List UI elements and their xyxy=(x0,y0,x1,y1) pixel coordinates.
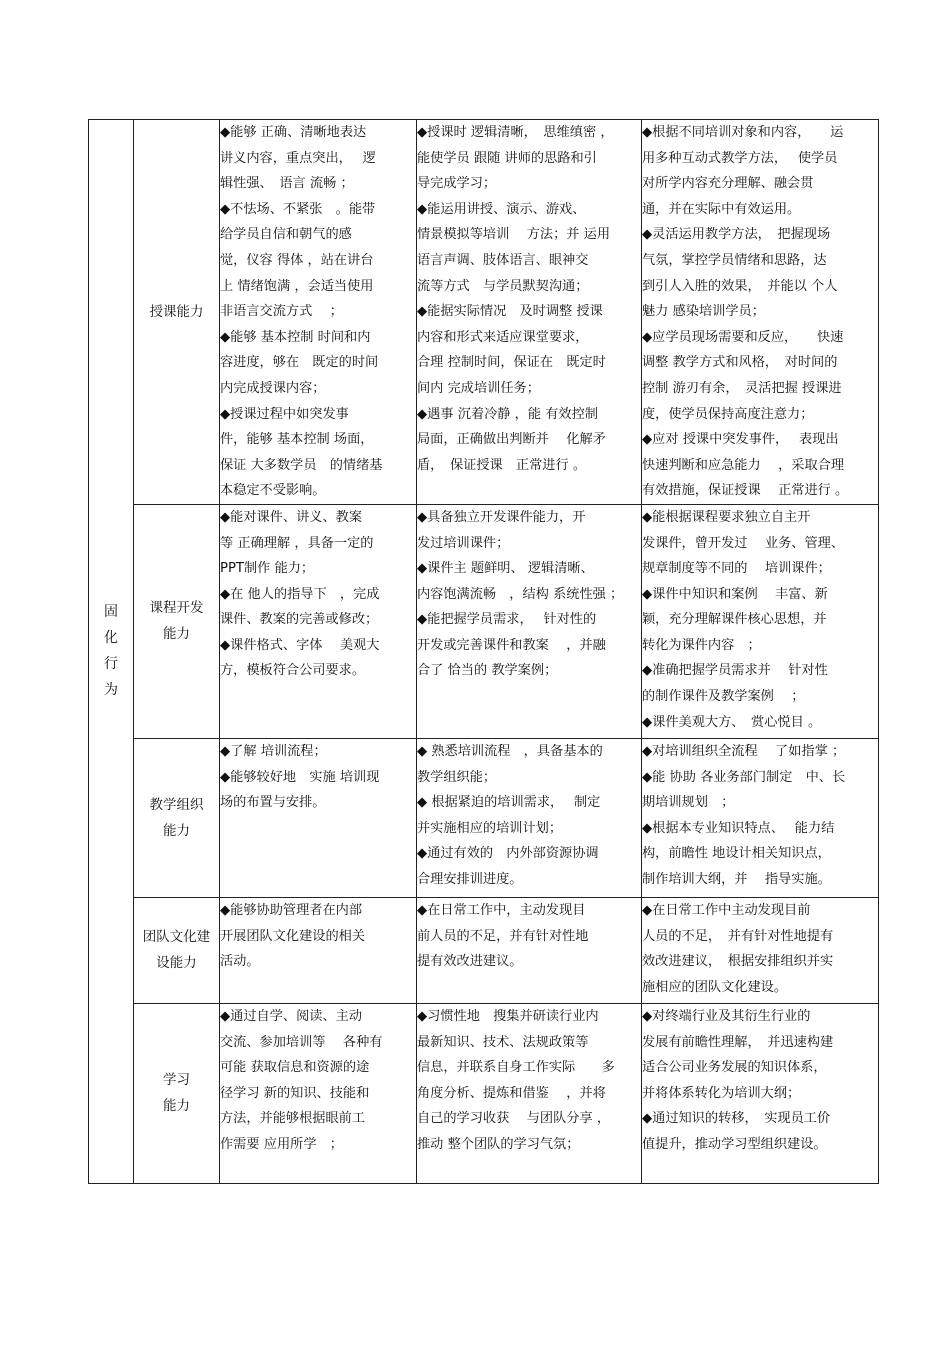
cell-text-line: ◆通过知识的转移， 实现员工价 xyxy=(642,1111,831,1127)
table-row xyxy=(89,738,879,897)
cell-text-line: 作需要 应用所学 ； xyxy=(220,1136,343,1152)
category-cell xyxy=(134,504,220,738)
level-3-cell xyxy=(642,897,879,1003)
level-2-cell xyxy=(417,120,642,505)
level-3-cell xyxy=(642,120,879,505)
table-row xyxy=(89,120,879,505)
table-row xyxy=(89,504,879,738)
table-row xyxy=(89,897,879,1003)
cell-text-line: 讲义内容，重点突出， 逻 xyxy=(220,150,376,166)
cell-text-line: 方，模板符合公司要求。 xyxy=(220,663,366,679)
cell-text-line: 合理 控制时间，保证在 既定时 xyxy=(417,355,606,371)
cell-text-line: 制作培训大纲，并 指导实施。 xyxy=(642,871,831,887)
group-label-cell xyxy=(89,120,134,1184)
cell-text-line: 本稳定不受影响。 xyxy=(220,483,326,499)
cell-text-line: ◆根据不同培训对象和内容， 运 xyxy=(642,125,844,140)
category-label: 教学组织能力 xyxy=(149,796,204,839)
cell-text-line: ◆能够协助管理者在内部 xyxy=(220,902,363,918)
cell-text-line: 自己的学习收获 与团队分享 ， xyxy=(417,1111,611,1127)
cell-text-line: ◆课件中知识和案例 丰富、新 xyxy=(642,586,828,602)
level-1-cell xyxy=(220,120,417,505)
cell-text-line: ◆授课时 逻辑清晰， 思维缜密 ， xyxy=(417,125,614,140)
cell-text-line: 角度分析、提炼和借鉴 ，并将 xyxy=(417,1085,606,1101)
table-row xyxy=(89,1003,879,1183)
level-1-cell xyxy=(220,738,417,897)
cell-text-line: ◆准确把握学员需求并 针对性 xyxy=(642,663,828,679)
cell-text-line: 信息，并联系自身工作实际 多 xyxy=(417,1060,615,1076)
level-2-cell xyxy=(417,1003,642,1183)
cell-text-line: ◆能根据课程要求独立自主开 xyxy=(642,509,811,525)
cell-text-line: 施相应的团队文化建设。 xyxy=(642,979,788,995)
cell-text-line: ◆能对课件、讲义、教案 xyxy=(220,509,363,525)
cell-text-line: ◆ 根据紧迫的培训需求， 制定 xyxy=(417,795,601,811)
cell-text-line: ◆在 他人的指导下 ，完成 xyxy=(220,586,380,602)
level-2-cell xyxy=(417,738,642,897)
cell-text-line: 用多种互动式教学方法， 使学员 xyxy=(642,150,838,166)
cell-text-line: 开发或完善课件和教案 ，并融 xyxy=(417,637,606,653)
cell-text-line: ◆能够较好地 实施 培训现 xyxy=(220,769,380,785)
cell-text-line: ◆授课过程中如突发事 xyxy=(220,406,349,422)
group-label: 固 化 行 为 xyxy=(104,604,118,699)
cell-text-line: 觉，仪容 得体 ，站在讲台 xyxy=(220,252,374,268)
cell-text-line: 发课件，曾开发过 业务、管理、 xyxy=(642,535,845,551)
cell-text-line: 情景模拟等培训 方法；并 运用 xyxy=(417,227,611,243)
cell-text-line: ◆在日常工作中主动发现目前 xyxy=(642,902,811,918)
cell-text-line: 发展有前瞻性理解， 并迅速构建 xyxy=(642,1034,834,1050)
cell-text-line: ◆课件主 题鲜明、 逻辑清晰、 xyxy=(417,561,594,577)
cell-text-line: ◆通过有效的 内外部资源协调 xyxy=(417,846,599,862)
cell-text-line: 盾， 保证授课 正常进行 。 xyxy=(417,457,587,473)
cell-text-line: 发过培训课件； xyxy=(417,535,510,551)
cell-text-line: 期培训规划 ； xyxy=(642,795,735,811)
category-label: 学习能力 xyxy=(163,1072,190,1115)
cell-text-line: 值提升，推动学习型组织建设。 xyxy=(642,1136,827,1152)
level-2-cell xyxy=(417,897,642,1003)
cell-text-line: ◆课件美观大方、 赏心悦目 。 xyxy=(642,714,822,730)
cell-text-line: ◆应对 授课中突发事件， 表现出 xyxy=(642,432,839,448)
cell-text-line: 到引人入胜的效果， 并能以 个人 xyxy=(642,278,838,294)
cell-text-line: ◆能够 正确、清晰地表达 xyxy=(220,125,367,140)
cell-text-line: ◆对终端行业及其衍生行业的 xyxy=(642,1008,811,1024)
cell-text-line: 转化为课件内容 ； xyxy=(642,637,761,653)
cell-text-line: ◆通过自学、阅读、主动 xyxy=(220,1008,363,1024)
cell-text-line: 推动 整个团队的学习气氛； xyxy=(417,1136,580,1152)
cell-text-line: ◆了解 培训流程； xyxy=(220,743,327,759)
level-2-cell xyxy=(417,504,642,738)
cell-text-line: 构，前瞻性 地设计相关知识点， xyxy=(642,846,831,862)
cell-text-line: 并实施相应的培训计划； xyxy=(417,820,563,836)
cell-text-line: 径学习 新的知识、技能和 xyxy=(220,1085,370,1101)
category-label: 课程开发能力 xyxy=(149,600,204,643)
cell-text-line: 最新知识、技术、法规政策等 xyxy=(417,1034,589,1050)
category-label: 团队文化建设能力 xyxy=(142,929,211,972)
cell-text-line: 教学组织能； xyxy=(417,769,497,785)
cell-text-line: 容进度，够在 既定的时间 xyxy=(220,355,379,371)
level-1-cell xyxy=(220,504,417,738)
cell-text-line: ◆能据实际情况 及时调整 授课 xyxy=(417,304,603,320)
competency-table xyxy=(88,119,879,1184)
cell-text-line: 活动。 xyxy=(220,954,260,970)
cell-text-line: 合理安排训进度。 xyxy=(417,871,523,887)
cell-text-line: ◆对培训组织全流程 了如指掌 ； xyxy=(642,743,846,759)
cell-text-line: 能使学员 跟随 讲师的思路和引 xyxy=(417,150,597,166)
cell-text-line: 有效措施，保证授课 正常进行 。 xyxy=(642,483,849,499)
cell-text-line: ◆灵活运用教学方法， 把握现场 xyxy=(642,227,831,243)
category-cell xyxy=(134,1003,220,1183)
cell-text-line: 合了 恰当的 教学案例； xyxy=(417,663,558,679)
level-3-cell xyxy=(642,504,879,738)
cell-text-line: 内完成授课内容； xyxy=(220,380,326,396)
cell-text-line: ◆课件格式、字体 美观大 xyxy=(220,637,380,653)
cell-text-line: 保证 大多数学员 的情绪基 xyxy=(220,457,383,473)
cell-text-line: 并将体系转化为培训大纲； xyxy=(642,1085,801,1101)
cell-text-line: 颖，充分理解课件核心思想，并 xyxy=(642,612,827,628)
cell-text-line: 内容和形式来适应课堂要求， xyxy=(417,329,589,345)
cell-text-line: ◆在日常工作中，主动发现目 xyxy=(417,902,586,918)
level-3-cell xyxy=(642,1003,879,1183)
cell-text-line: ◆习惯性地 搜集并研读行业内 xyxy=(417,1008,599,1024)
cell-text-line: PPT制作 能力； xyxy=(220,561,315,577)
category-cell xyxy=(134,120,220,505)
level-1-cell xyxy=(220,897,417,1003)
cell-text-line: 辑性强、 语言 流畅 ； xyxy=(220,176,354,192)
cell-text-line: 适合公司业务发展的知识体系， xyxy=(642,1060,827,1076)
cell-text-line: 气氛，掌控学员情绪和思路，达 xyxy=(642,252,827,268)
cell-text-line: 导完成学习； xyxy=(417,176,497,192)
cell-text-line: 局面，正确做出判断并 化解矛 xyxy=(417,432,606,448)
cell-text-line: 控制 游刃有余， 灵活把握 授课进 xyxy=(642,380,842,396)
cell-text-line: ◆能够 基本控制 时间和内 xyxy=(220,329,371,345)
cell-text-line: 开展团队文化建设的相关 xyxy=(220,928,366,944)
cell-text-line: 人员的不足， 并有针对性地提有 xyxy=(642,928,834,944)
cell-text-line: 前人员的不足，并有针对性地 xyxy=(417,928,589,944)
cell-text-line: ◆能 协助 各业务部门制定 中、长 xyxy=(642,769,846,785)
cell-text-line: 规章制度等不同的 培训课件； xyxy=(642,561,831,577)
cell-text-line: 流等方式 与学员默契沟通； xyxy=(417,278,589,294)
cell-text-line: ◆ 熟悉培训流程 ，具备基本的 xyxy=(417,743,603,759)
cell-text-line: ◆不怯场、不紧张 。能带 xyxy=(220,201,376,217)
cell-text-line: ◆能把握学员需求， 针对性的 xyxy=(417,612,597,628)
cell-text-line: 非语言交流方式 ； xyxy=(220,304,343,320)
cell-text-line: 交流、参加培训等 各种有 xyxy=(220,1034,383,1050)
level-3-cell xyxy=(642,738,879,897)
level-1-cell xyxy=(220,1003,417,1183)
category-cell xyxy=(134,897,220,1003)
cell-text-line: 的制作课件及教学案例 ； xyxy=(642,689,805,705)
cell-text-line: 给学员自信和朝气的感 xyxy=(220,227,352,243)
cell-text-line: 魅力 感染培训学员； xyxy=(642,304,765,320)
cell-text-line: 通，并在实际中有效运用。 xyxy=(642,201,801,217)
cell-text-line: 内容饱满流畅 ，结构 系统性强 ； xyxy=(417,586,624,602)
cell-text-line: 上 情绪饱满 ，会适当使用 xyxy=(220,278,374,294)
cell-text-line: 课件、教案的完善或修改； xyxy=(220,612,379,628)
cell-text-line: 件，能够 基本控制 场面， xyxy=(220,432,374,448)
cell-text-line: 快速判断和应急能力 ，采取合理 xyxy=(642,457,845,473)
cell-text-line: ◆根据本专业知识特点、 能力结 xyxy=(642,820,835,836)
cell-text-line: 语言声调、肢体语言、眼神交 xyxy=(417,252,589,268)
category-label: 授课能力 xyxy=(149,303,204,320)
cell-text-line: 可能 获取信息和资源的途 xyxy=(220,1060,370,1076)
cell-text-line: 间内 完成培训任务； xyxy=(417,380,540,396)
cell-text-line: ◆应学员现场需要和反应， 快速 xyxy=(642,329,844,345)
cell-text-line: 等 正确理解 ，具备一定的 xyxy=(220,535,374,551)
cell-text-line: 对所学内容充分理解、融会贯 xyxy=(642,176,814,192)
cell-text-line: 方法，并能够根据眼前工 xyxy=(220,1111,366,1127)
cell-text-line: 调整 教学方式和风格， 对时间的 xyxy=(642,355,838,371)
cell-text-line: 度，使学员保持高度注意力； xyxy=(642,406,814,422)
cell-text-line: 场的布置与安排。 xyxy=(220,795,326,811)
cell-text-line: ◆能运用讲授、演示、游戏、 xyxy=(417,201,586,217)
category-cell xyxy=(134,738,220,897)
cell-text-line: ◆遇事 沉着冷静 ，能 有效控制 xyxy=(417,406,598,422)
cell-text-line: 提有效改进建议。 xyxy=(417,954,523,970)
cell-text-line: ◆具备独立开发课件能力，开 xyxy=(417,509,586,525)
cell-text-line: 效改进建议， 根据安排组织并实 xyxy=(642,954,834,970)
